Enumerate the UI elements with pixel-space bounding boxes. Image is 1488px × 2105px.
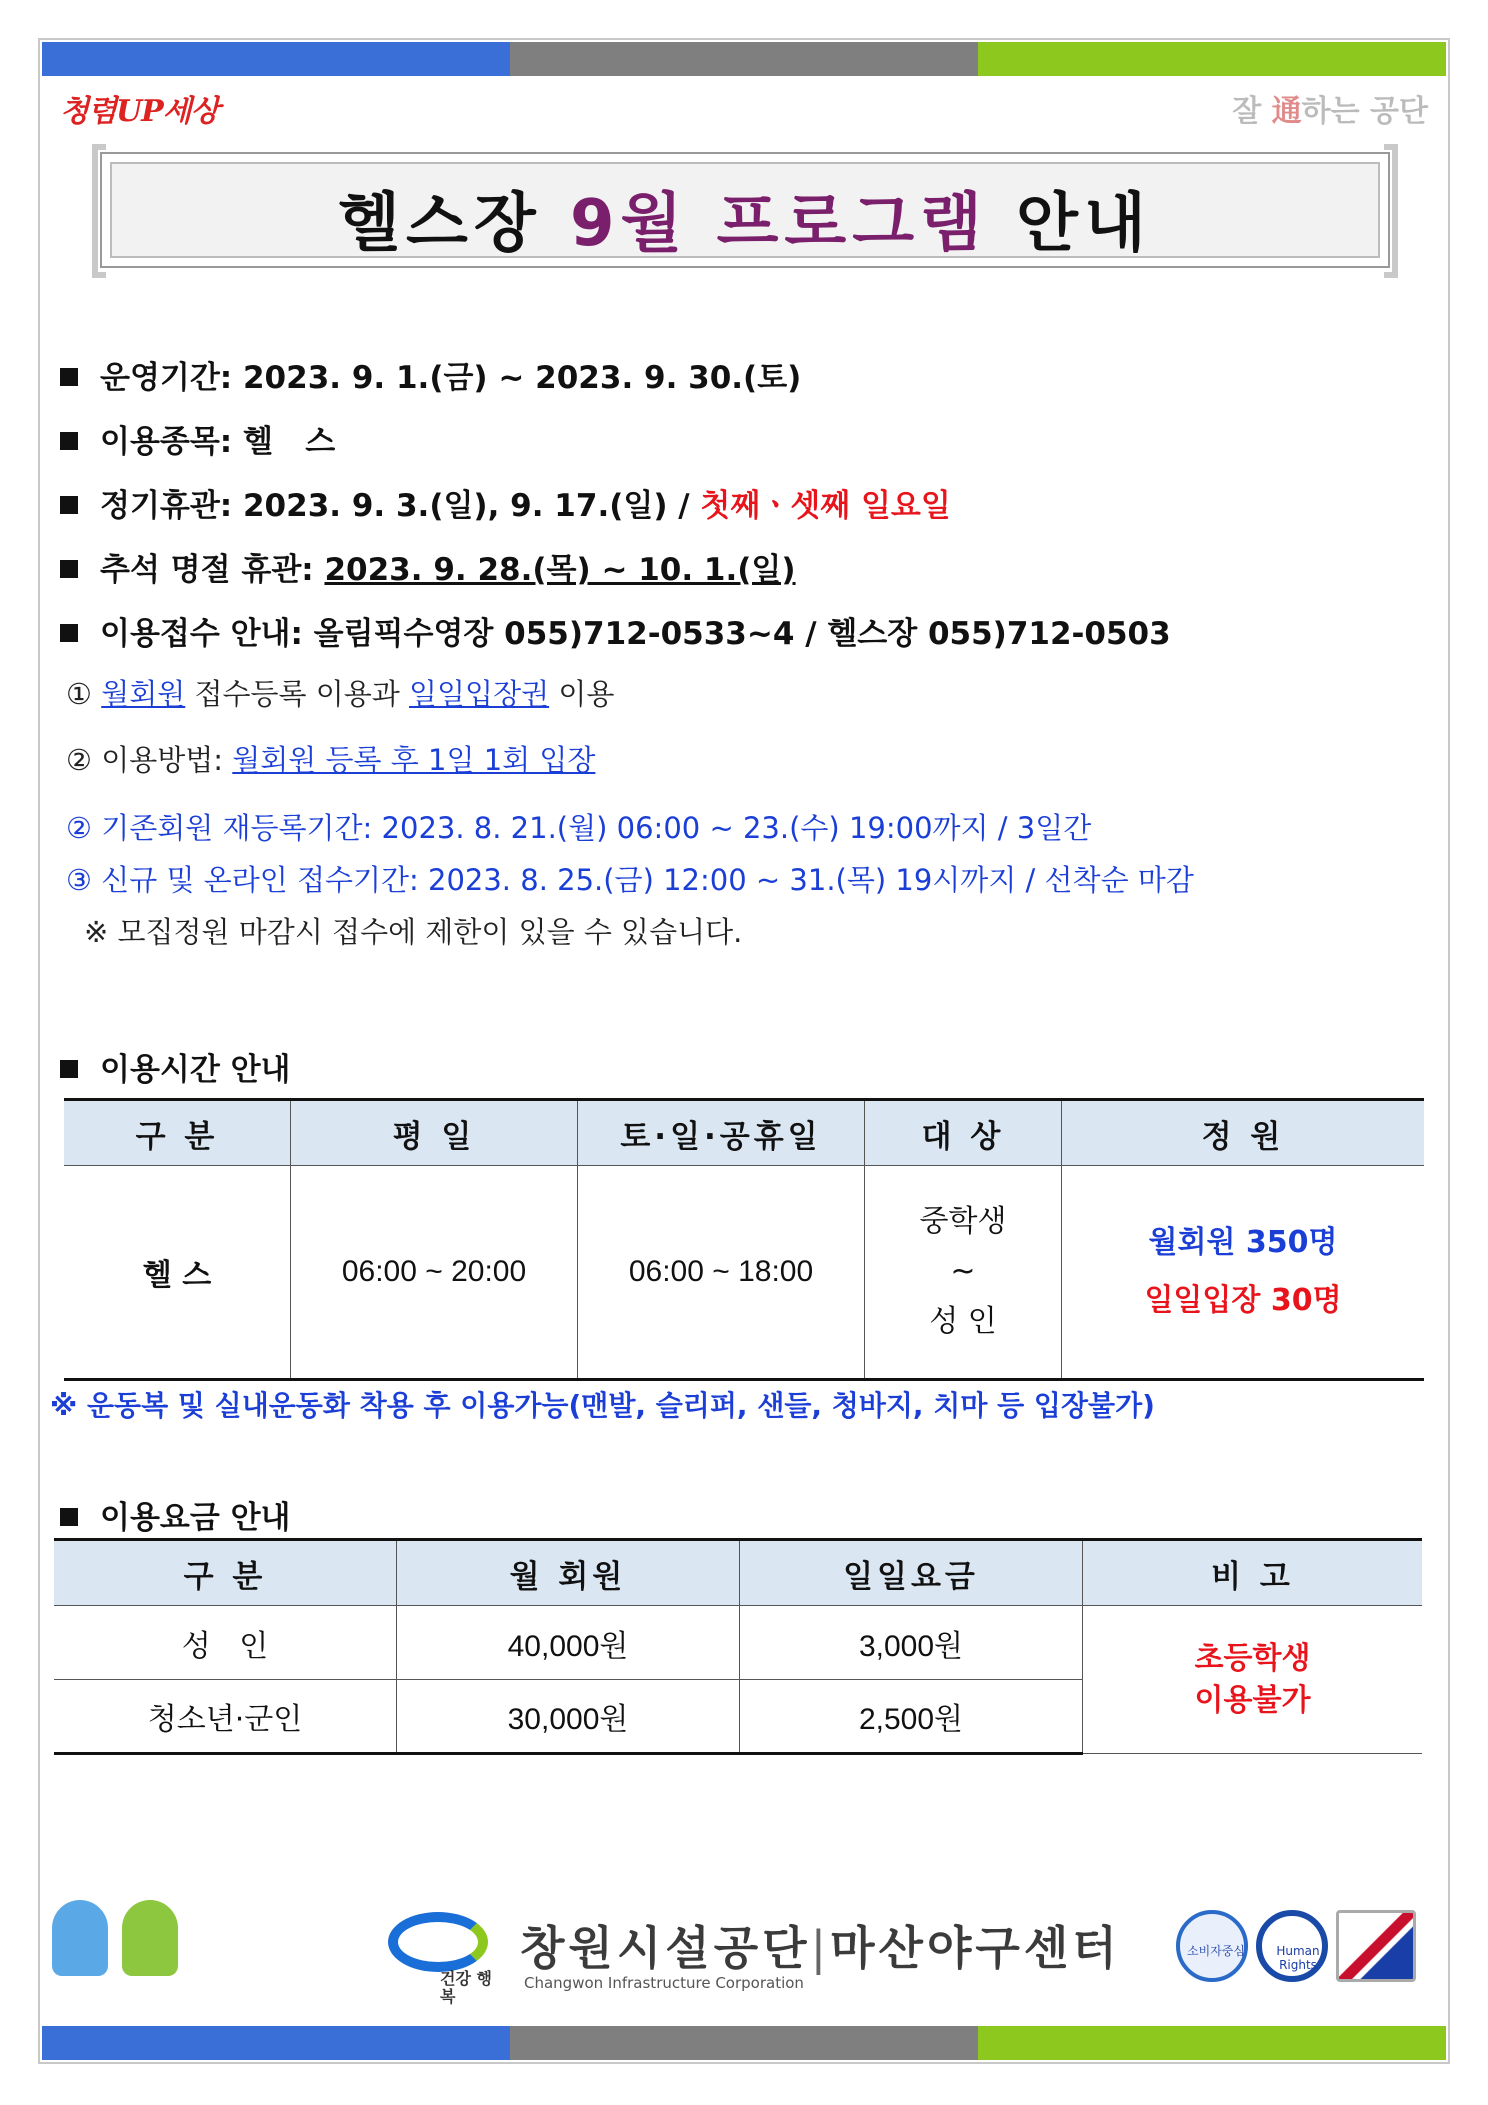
bullet-square-icon <box>60 624 78 642</box>
table-row <box>64 1166 1424 1380</box>
swoosh-logo-icon <box>388 1912 488 1972</box>
cell-monthly: 30,000원 <box>397 1680 740 1754</box>
col-monthly: 월 회원 <box>397 1540 740 1606</box>
fees-heading: 이용요금 안내 <box>60 1492 290 1537</box>
cell-monthly: 40,000원 <box>397 1606 740 1680</box>
title-box <box>100 152 1390 268</box>
col-target: 대 상 <box>865 1100 1062 1166</box>
slogan-logo: 잘 通하는 공단 <box>1232 94 1428 129</box>
cell-capacity: 월회원 350명 일일입장 30명 <box>1062 1166 1425 1380</box>
usage-method-link[interactable]: 월회원 등록 후 1일 1회 입장 <box>232 743 596 777</box>
cell-target: 중학생 ~ 성 인 <box>865 1166 1062 1380</box>
re-registration-period: ② 기존회원 재등록기간: 2023. 8. 21.(월) 06:00 ~ 23.(수) 19:00까지 / 3일간 <box>66 811 1092 845</box>
bottom-color-bar <box>42 2026 1446 2060</box>
capacity-notice: ※ 모집정원 마감시 접수에 제한이 있을 수 있습니다. <box>84 915 743 949</box>
footer <box>0 1900 1488 2010</box>
human-rights-badge-icon: Human Rights <box>1256 1910 1328 1982</box>
col-weekend: 토·일·공휴일 <box>578 1100 865 1166</box>
chuseok-closure: 추석 명절 휴관: 2023. 9. 28.(목) ~ 10. 1.(일) <box>60 544 796 589</box>
bullet-square-icon <box>60 368 78 386</box>
page-title: 헬스장 9월 프로그램 안내 <box>338 187 1152 261</box>
sub-item-2: ② 이용방법: 월회원 등록 후 1일 1회 입장 <box>66 743 596 777</box>
operating-period: 운영기간: 2023. 9. 1.(금) ~ 2023. 9. 30.(토) <box>60 352 801 397</box>
sub-item-1: ① 월회원 접수등록 이용과 일일입장권 이용 <box>66 677 615 711</box>
fees-table <box>54 1538 1422 1755</box>
dress-code-note: ※ 운동복 및 실내운동화 착용 후 이용가능(맨발, 슬리퍼, 샌들, 청바지, 치마 등 입장불가) <box>50 1389 1155 1422</box>
ccm-badge-icon: 소비자중심 <box>1176 1910 1248 1982</box>
bullet-square-icon <box>60 496 78 514</box>
bullet-square-icon <box>60 1060 78 1078</box>
daily-ticket-link[interactable]: 일일입장권 <box>409 677 550 711</box>
mascot-green-icon <box>122 1900 178 1976</box>
hours-table <box>64 1098 1424 1381</box>
cell-remark: 초등학생 이용불가 <box>1083 1606 1423 1754</box>
cell-category: 헬 스 <box>64 1166 291 1380</box>
col-capacity: 정 원 <box>1062 1100 1425 1166</box>
bullet-square-icon <box>60 1508 78 1526</box>
col-remark: 비 고 <box>1083 1540 1423 1606</box>
cell-daily: 2,500원 <box>740 1680 1083 1754</box>
mascot-blue-icon <box>52 1900 108 1976</box>
col-category: 구 분 <box>64 1100 291 1166</box>
new-registration-period: ③ 신규 및 온라인 접수기간: 2023. 8. 25.(금) 12:00 ~ 31.(목) 19시까지 / 선착순 마감 <box>66 863 1194 897</box>
col-weekday: 평 일 <box>291 1100 578 1166</box>
org-english-name: Changwon Infrastructure Corporation <box>524 1974 804 1992</box>
org-name: 창원시설공단|마산야구센터 <box>520 1921 1121 1975</box>
bullet-square-icon <box>60 432 78 450</box>
program-item: 이용종목: 헬 스 <box>60 416 335 461</box>
col-daily: 일일요금 <box>740 1540 1083 1606</box>
hours-heading: 이용시간 안내 <box>60 1044 290 1089</box>
top-color-bar <box>42 42 1446 76</box>
cell-daily: 3,000원 <box>740 1606 1083 1680</box>
cell-category: 청소년·군인 <box>54 1680 397 1754</box>
table-row <box>54 1606 1422 1680</box>
monthly-member-link[interactable]: 월회원 <box>101 677 186 711</box>
regular-closure: 정기휴관: 2023. 9. 3.(일), 9. 17.(일) / 첫째ㆍ셋째 일요일 <box>60 480 951 525</box>
col-category: 구 분 <box>54 1540 397 1606</box>
cell-weekday: 06:00 ~ 20:00 <box>291 1166 578 1380</box>
certification-badge-icon <box>1336 1910 1416 1982</box>
cell-category: 성 인 <box>54 1606 397 1680</box>
health-logo-text: 건강 행복 <box>440 1969 492 2006</box>
cell-weekend: 06:00 ~ 18:00 <box>578 1166 865 1380</box>
integrity-logo: 청렴UP세상 <box>60 94 219 129</box>
contact-info: 이용접수 안내: 올림픽수영장 055)712-0533~4 / 헬스장 055)712-0503 <box>60 608 1171 653</box>
bullet-square-icon <box>60 560 78 578</box>
